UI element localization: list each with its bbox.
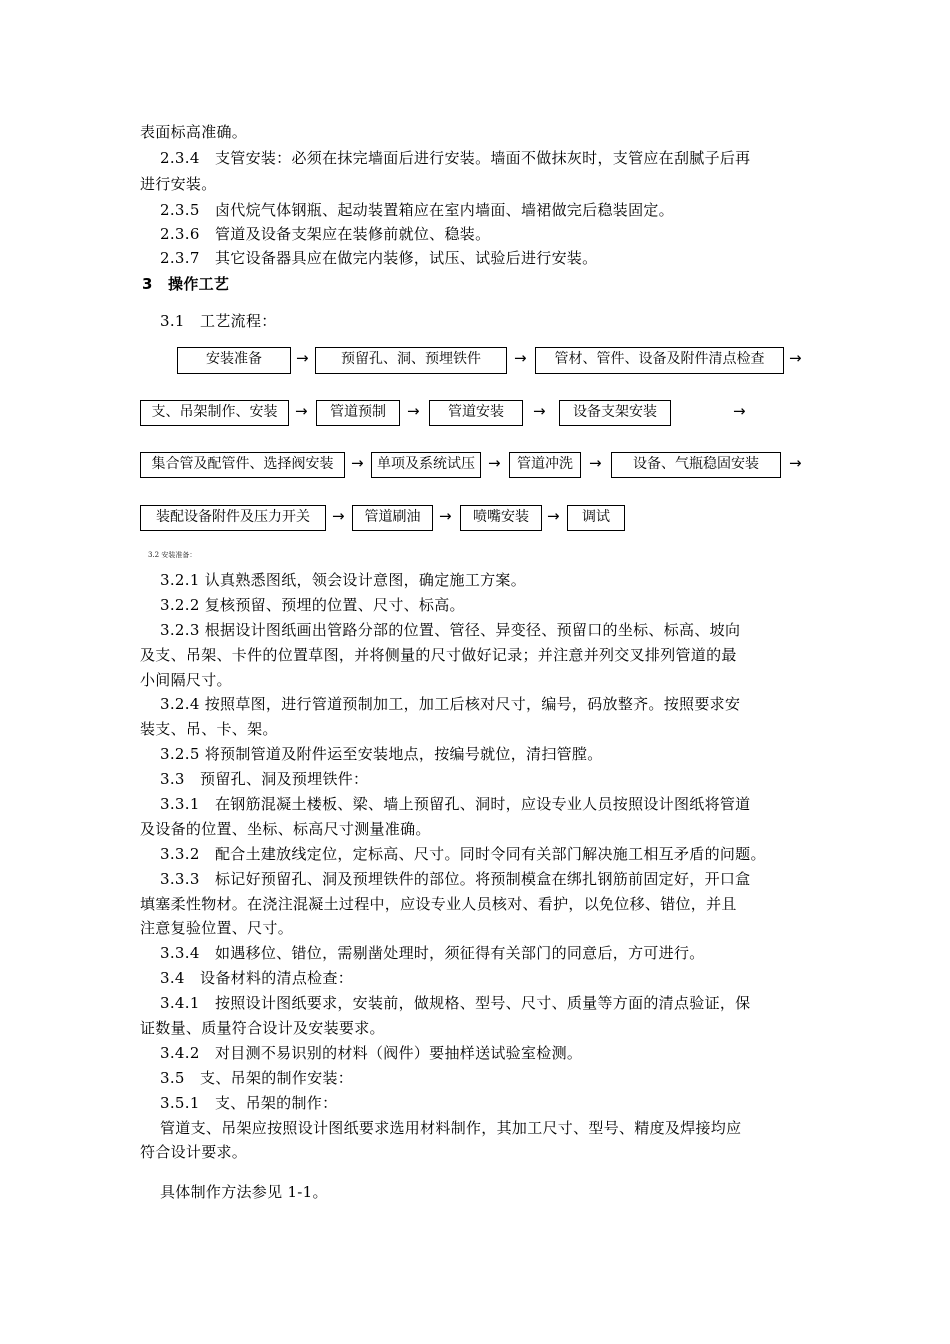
text-line: 及设备的位置、坐标、标高尺寸测量准确。 [140, 820, 431, 838]
flow-step: 管道安装 [429, 400, 523, 426]
text-line: 小间隔尺寸。 [140, 671, 232, 689]
flow-step: 支、吊架制作、安装 [140, 400, 289, 426]
text-line: 2.3.6 管道及设备支架应在装修前就位、稳装。 [160, 225, 491, 243]
flow-arrow: → [439, 507, 452, 525]
flow-arrow: → [351, 454, 364, 472]
flow-arrow: → [488, 454, 501, 472]
text-line: 具体制作方法参见 1-1。 [160, 1183, 328, 1201]
flow-arrow: → [547, 507, 560, 525]
flow-arrow: → [733, 402, 746, 420]
text-line: 3.2.5 将预制管道及附件运至安装地点，按编号就位，清扫管膛。 [160, 745, 603, 763]
flow-step: 设备、气瓶稳固安装 [611, 452, 781, 478]
flow-arrow: → [514, 349, 527, 367]
flow-step: 管道预制 [316, 400, 400, 426]
flow-arrow: → [789, 349, 802, 367]
text-line: 证数量、质量符合设计及安装要求。 [140, 1019, 385, 1037]
flow-step: 管道冲洗 [509, 452, 581, 478]
flow-arrow: → [589, 454, 602, 472]
text-line: 3.4.2 对目测不易识别的材料（阀件）要抽样送试验室检测。 [160, 1044, 583, 1062]
text-line: 装支、吊、卡、架。 [140, 720, 278, 738]
flow-arrow: → [295, 402, 308, 420]
section-heading: 3 操作工艺 [142, 275, 230, 293]
flow-step: 管材、管件、设备及附件清点检查 [535, 347, 784, 374]
text-line: 3.4.1 按照设计图纸要求，安装前，做规格、型号、尺寸、质量等方面的清点验证，保 [160, 994, 751, 1012]
flow-step: 集合管及配管件、选择阀安装 [140, 452, 345, 478]
flow-step: 装配设备附件及压力开关 [140, 505, 326, 531]
text-line: 3.3.2 配合土建放线定位，定标高、尺寸。同时令同有关部门解决施工相互矛盾的问题。 [160, 845, 766, 863]
text-line: 填塞柔性物材。在浇注混凝土过程中，应设专业人员核对、看护，以免位移、错位，并且 [140, 895, 737, 913]
flow-step: 预留孔、洞、预埋铁件 [315, 347, 507, 374]
text-line: 3.2.4 按照草图，进行管道预制加工，加工后核对尺寸，编号，码放整齐。按照要求安 [160, 695, 741, 713]
text-line: 表面标高准确。 [140, 123, 248, 141]
text-line: 2.3.4 支管安装：必须在抹完墙面后进行安装。墙面不做抹灰时，支管应在刮腻子后再 [160, 149, 751, 167]
text-line: 3.3.1 在钢筋混凝土楼板、梁、墙上预留孔、洞时，应设专业人员按照设计图纸将管道 [160, 795, 751, 813]
text-line: 管道支、吊架应按照设计图纸要求选用材料制作，其加工尺寸、型号、精度及焊接均应 [160, 1119, 742, 1137]
flow-arrow: → [407, 402, 420, 420]
text-line: 3.5 支、吊架的制作安装： [160, 1069, 354, 1087]
text-line: 2.3.7 其它设备器具应在做完内装修，试压、试验后进行安装。 [160, 249, 598, 267]
text-line: 3.2.1 认真熟悉图纸，领会设计意图，确定施工方案。 [160, 571, 527, 589]
text-line: 3.1 工艺流程： [160, 312, 277, 330]
text-line: 3.3.4 如遇移位、错位，需剔凿处理时，须征得有关部门的同意后，方可进行。 [160, 944, 705, 962]
flow-arrow: → [332, 507, 345, 525]
flow-arrow: → [789, 454, 802, 472]
text-line: 3.3.3 标记好预留孔、洞及预埋铁件的部位。将预制模盒在绑扎钢筋前固定好，开口盒 [160, 870, 751, 888]
flow-step: 调试 [567, 505, 625, 531]
text-line: 及支、吊架、卡件的位置草图，并将侧量的尺寸做好记录；并注意并列交叉排列管道的最 [140, 646, 737, 664]
text-line: 注意复验位置、尺寸。 [140, 919, 294, 937]
flow-arrow: → [296, 349, 309, 367]
text-line: 3.2.2 复核预留、预埋的位置、尺寸、标高。 [160, 596, 465, 614]
text-line: 3.5.1 支、吊架的制作： [160, 1094, 338, 1112]
flow-arrow: → [533, 402, 546, 420]
flow-step: 单项及系统试压 [371, 452, 481, 478]
text-line: 进行安装。 [140, 175, 217, 193]
text-line: 3.3 预留孔、洞及预埋铁件： [160, 770, 369, 788]
text-line: 2.3.5 卤代烷气体钢瓶、起动装置箱应在室内墙面、墙裙做完后稳装固定。 [160, 201, 674, 219]
flow-step: 管道刷油 [352, 505, 433, 531]
small-heading: 3.2 安装准备： [148, 551, 197, 559]
text-line: 3.2.3 根据设计图纸画出管路分部的位置、管径、异变径、预留口的坐标、标高、坡向 [160, 621, 741, 639]
text-line: 3.4 设备材料的清点检查： [160, 969, 354, 987]
flow-step: 喷嘴安装 [460, 505, 542, 531]
text-line: 符合设计要求。 [140, 1143, 248, 1161]
flow-step: 安装准备 [177, 347, 291, 374]
flow-step: 设备支架安装 [559, 400, 671, 426]
